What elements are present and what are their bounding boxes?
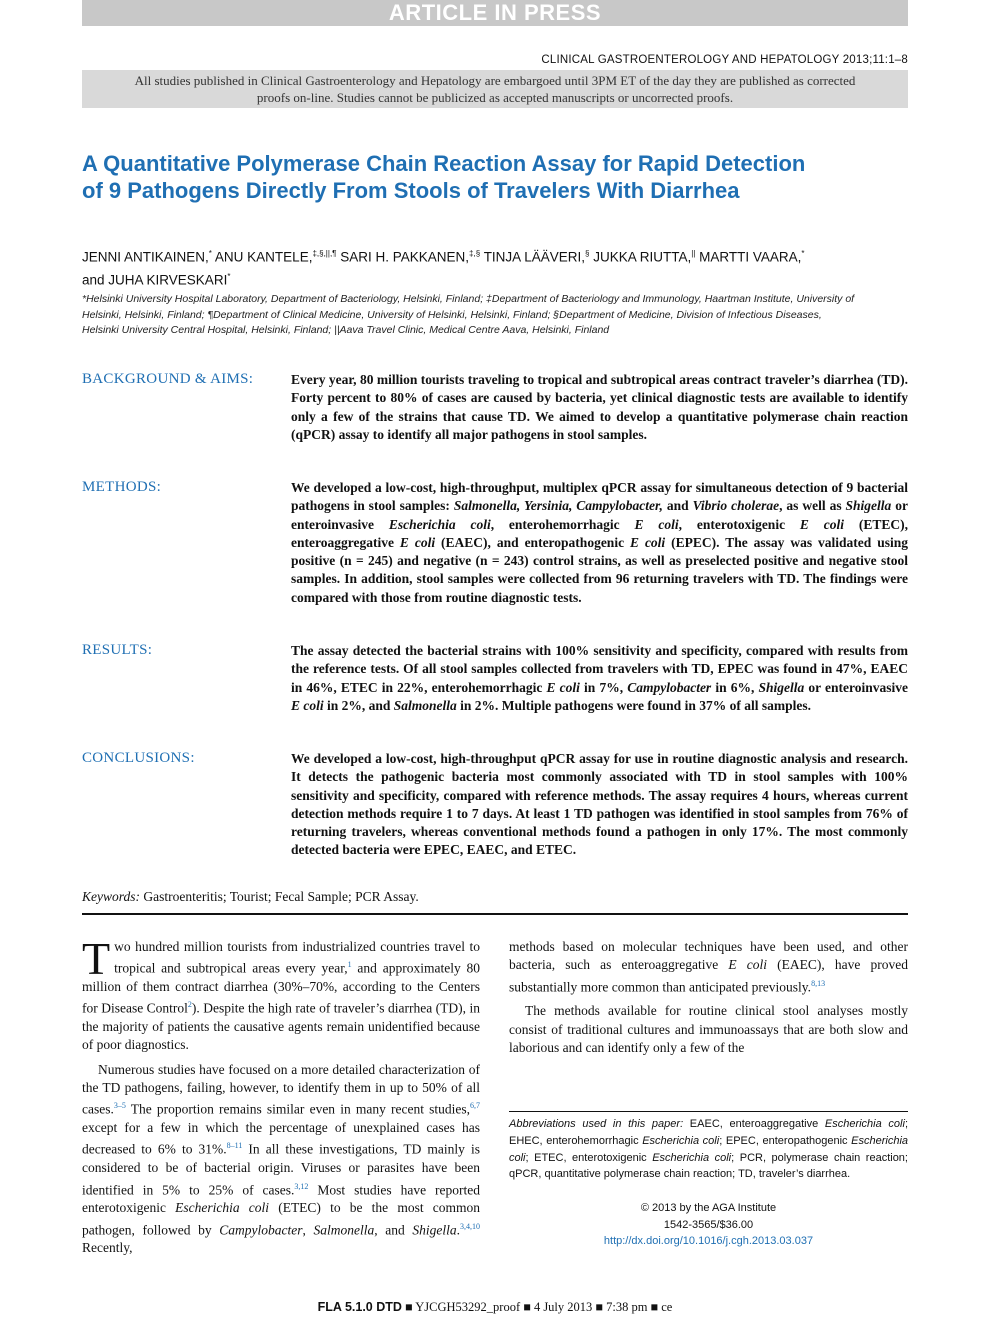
author: MARTTI VAARA, <box>699 249 802 265</box>
drop-cap: T <box>82 933 111 984</box>
body-column-right <box>509 938 908 1057</box>
issn-price: 1542-3565/$36.00 <box>663 1218 754 1231</box>
author-affil-marks: * <box>227 271 231 281</box>
body-paragraph: The methods available for routine clinical stool analyses mostly consist of traditional cultures and immunoassays that are both slow and laborious and can identify only a few of the <box>509 1003 908 1055</box>
author-affil-marks: ‡,§,||,¶ <box>312 249 337 258</box>
abstract-text-results: The assay detected the bacterial strains with 100% sensitivity and specificity, compared with results from the reference tests. Of all stool samples collected from travelers with TD, EPEC was found in 47%, EAEC in 46%, ETEC in 22%, enterohemorrhagic E coli in 7%, Campylobacter in 6%, Shigella or enteroinvasive E coli in 2%, and Salmonella in 2%. Multiple pathogens were found in 37% of all samples. <box>291 643 908 713</box>
affiliation-line: *Helsinki University Hospital Laboratory, Department of Bacteriology, Helsinki, Finland; ‡Department of Bacteriology and Immunology, Haartman Institute, University of <box>82 293 855 305</box>
dtd-version: FLA 5.1.0 DTD <box>317 1300 402 1314</box>
abstract-text-methods: We developed a low-cost, high-throughput, multiplex qPCR assay for simultaneous detection of 9 bacterial pathogens in stool samples: Salmonella, Yersinia, Campylobacter, and Vibrio cholerae, as well as Shigella or enteroinvasive Escherichia coli, enterohemorrhagic E coli, enterotoxigenic E coli (ETEC), enteroaggregative E coli (EAEC), and enteropathogenic E coli (EPEC). The assay was validated using positive (n = 245) and negative (n = 243) control strains, as well as preselected positive and negative stool samples. In addition, stool samples were collected from 96 returning travelers with TD. The findings were compared with those from routine diagnostic tests. <box>291 480 909 605</box>
proof-time: 7:38 pm <box>606 1300 648 1314</box>
embargo-line-2: proofs on-line. Studies cannot be publicized as accepted manuscripts or uncorrected proofs. <box>256 90 734 105</box>
abstract-text-background: Every year, 80 million tourists traveling to tropical and subtropical areas contract traveler’s diarrhea (TD). Forty percent to 80% of cases are caused by bacteria, yet clinical diagnostic tests are available to identify only a few of the strains that cause TD. We aimed to develop a quantitative polymerase chain reaction (qPCR) assay to identify all major pathogens in stool samples. <box>291 372 908 442</box>
keywords-list: Gastroenteritis; Tourist; Fecal Sample; PCR Assay. <box>140 889 419 904</box>
citation-ref[interactable]: 2 <box>187 1000 192 1010</box>
title-line-1: A Quantitative Polymerase Chain Reaction Assay for Rapid Detection <box>82 151 806 176</box>
author: TINJA LÄÄVERI, <box>483 249 585 265</box>
citation-ref[interactable]: 8,13 <box>811 978 826 988</box>
author-affil-marks: ‡,§ <box>469 249 481 258</box>
author: ANU KANTELE, <box>214 249 313 265</box>
citation-ref[interactable]: 6,7 <box>470 1101 480 1111</box>
embargo-notice <box>82 70 908 108</box>
body-paragraph: Two hundred million tourists from industrialized countries travel to tropical and subtropical areas every year,$^1$ and approximately 80 million of them contract diarrhea (30%–70%, according to the Centers for Disease Control$^2$). Despite the high rate of traveler’s diarrhea (TD), in the majority of patients the causative agents remain unidentified because of poor diagnostics. <box>82 933 481 1053</box>
citation-ref[interactable]: 3,4,10 <box>460 1221 480 1231</box>
journal-citation: CLINICAL GASTROENTEROLOGY AND HEPATOLOGY 2013;11:1–8 <box>541 54 908 66</box>
copyright-line: © 2013 by the AGA Institute <box>640 1202 777 1214</box>
proof-id: YJCGH53292_proof <box>415 1300 521 1314</box>
keywords <box>82 889 908 905</box>
abbreviations-footnote: Abbreviations used in this paper: EAEC, enteroaggregative Escherichia coli; EHEC, enterohemorrhagic Escherichia coli; EPEC, enteropathogenic Escherichia coli; ETEC, enterotoxigenic Escherichia coli; PCR, polymerase chain reaction; qPCR, quantitative polymerase chain reaction; TD, traveler’s diarrhea. <box>509 1118 909 1181</box>
affiliation-line: Helsinki, Helsinki, Finland; ¶Department of Clinical Medicine, University of Helsinki, Helsinki, Finland; §Department of Medicine, Division of Infectious Diseases, <box>82 308 822 321</box>
author-list <box>82 244 908 289</box>
abstract-label-background: BACKGROUND & AIMS: <box>82 371 254 387</box>
proof-date: 4 July 2013 <box>533 1300 593 1314</box>
author-affil-marks: § <box>584 249 590 258</box>
citation-ref[interactable]: 3,12 <box>294 1181 309 1191</box>
proof-footer: FLA 5.1.0 DTD ■ YJCGH53292_proof ■ 4 July 2013 ■ 7:38 pm ■ ce <box>317 1300 673 1314</box>
body-paragraph: methods based on molecular techniques have been used, and other bacteria, such as enteroaggregative E coli (EAEC), have proved substantially more common than anticipated previously.$^{8,13}$ <box>509 939 908 995</box>
citation-ref[interactable]: 8–11 <box>226 1141 243 1151</box>
author-affil-marks: * <box>208 249 212 258</box>
author: JUKKA RIUTTA, <box>593 249 692 265</box>
embargo-line-1: All studies published in Clinical Gastroenterology and Hepatology are embargoed until 3PM ET of the day they are published as corrected <box>134 73 856 88</box>
citation-ref[interactable]: 1 <box>347 960 352 970</box>
author: JENNI ANTIKAINEN, <box>82 249 209 265</box>
footnote-divider <box>509 1111 908 1112</box>
body-paragraph: Numerous studies have focused on a more detailed characterization of the TD pathogens, failing, however, to identify them in up to 50% of all cases.$^{3-5}$ The proportion remains similar even in many recent studies,$^{6,7}$ except for a few in which the percentage of unexplained cases has decreased to 6% to 31%.$^{8-11}$ In all these investigations, TD mainly is considered to be of bacterial origin. Viruses or parasites have been identified in 5% to 25% of cases.$^{3,12}$ Most studies have reported enterotoxigenic Escherichia coli (ETEC) to be the most common pathogen, followed by Campylobacter, Salmonella, and Shigella.$^{3,4,10}$ Recently, <box>82 1061 480 1256</box>
proof-code: ce <box>661 1300 673 1314</box>
citation-ref[interactable]: 3–5 <box>113 1101 126 1111</box>
doi-link[interactable]: http://dx.doi.org/10.1016/j.cgh.2013.03.037 <box>603 1235 814 1247</box>
author-affil-marks: || <box>691 249 696 258</box>
abbreviations-label: Abbreviations used in this paper: <box>509 1118 684 1130</box>
copyright-block <box>509 1200 908 1250</box>
article-in-press-banner: ARTICLE IN PRESS <box>82 0 908 26</box>
affiliation-line: Helsinki University Central Hospital, Helsinki, Finland; ||Aava Travel Clinic, Medical Centre Aava, Helsinki, Finland <box>82 324 610 336</box>
author-affil-marks: * <box>801 249 805 258</box>
abstract-text-conclusions: We developed a low-cost, high-throughput qPCR assay for use in routine diagnostic analysis and research. It detects the pathogenic bacteria most commonly associated with TD in stool samples with 100% sensitivity and specificity, compared with reference methods. The assay requires 4 hours, whereas current detection methods require 1 to 7 days. At least 1 TD pathogen was identified in stool samples from 76% of returning travelers, whereas conventional methods found a pathogen in only 17%. The most commonly detected bacteria were EPEC, EAEC, and ETEC. <box>291 751 908 858</box>
author: and JUHA KIRVESKARI <box>82 272 228 287</box>
abstract-divider <box>82 913 908 915</box>
affiliations <box>82 292 908 339</box>
article-title <box>82 150 908 204</box>
title-line-2: of 9 Pathogens Directly From Stools of Travelers With Diarrhea <box>82 178 740 203</box>
abstract-label-results: RESULTS: <box>82 642 153 658</box>
abstract-label-methods: METHODS: <box>82 479 162 495</box>
author: SARI H. PAKKANEN, <box>340 249 470 265</box>
keywords-label: Keywords: <box>82 889 140 904</box>
abstract-label-conclusions: CONCLUSIONS: <box>82 750 195 766</box>
body-column-left <box>82 933 481 1258</box>
